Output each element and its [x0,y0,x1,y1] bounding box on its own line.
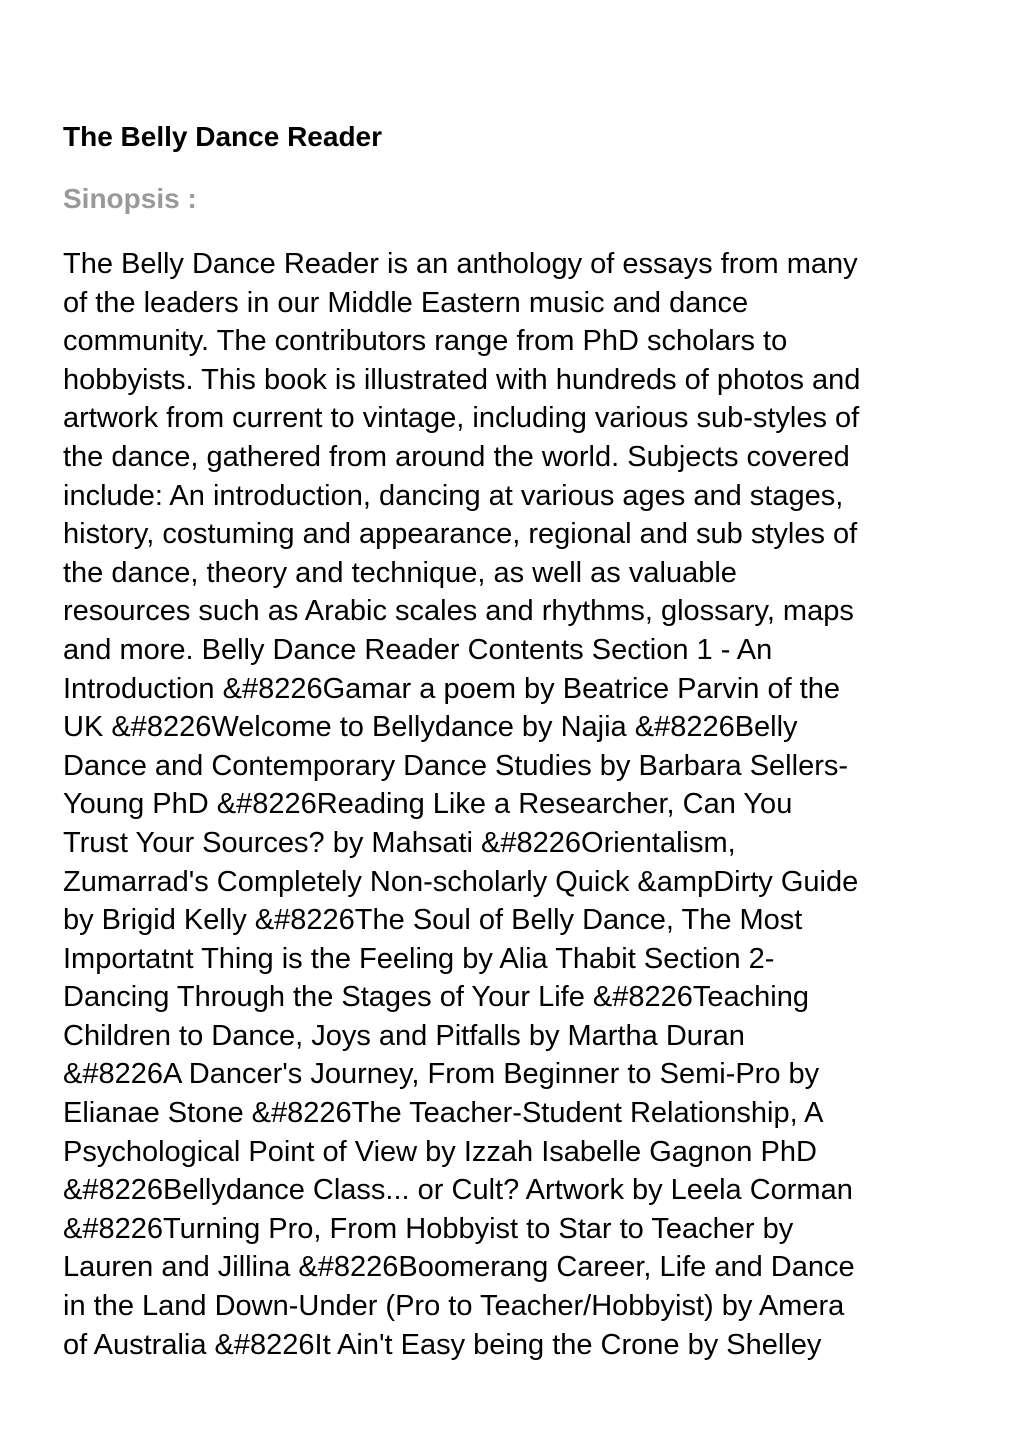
body-line: UK &#8226Welcome to Bellydance by Najia &#8226Belly [63,711,798,744]
body-line: the dance, theory and technique, as well as valuable [63,556,737,589]
body-line: Lauren and Jillina &#8226Boomerang Career, Life and Dance [63,1251,855,1284]
body-line: in the Land Down-Under (Pro to Teacher/Hobbyist) by Amera [63,1290,845,1323]
body-line: Dance and Contemporary Dance Studies by Barbara Sellers- [63,749,849,782]
body-line: artwork from current to vintage, including various sub-styles of [63,402,860,435]
body-line: include: An introduction, dancing at various ages and stages, [63,479,844,512]
body-line: &#8226Turning Pro, From Hobbyist to Star to Teacher by [63,1212,794,1245]
body-line: Zumarrad's Completely Non-scholarly Quick &ampDirty Guide [63,865,859,898]
body-line: of Australia &#8226It Ain't Easy being the Crone by Shelley [63,1328,822,1361]
synopsis-body [63,245,963,1364]
body-line: &#8226Bellydance Class... or Cult? Artwork by Leela Corman [63,1174,853,1207]
body-line: Trust Your Sources? by Mahsati &#8226Orientalism, [63,826,736,859]
body-line: Young PhD &#8226Reading Like a Researcher, Can You [63,788,793,821]
body-line: by Brigid Kelly &#8226The Soul of Belly Dance, The Most [63,904,803,937]
body-line: Importatnt Thing is the Feeling by Alia Thabit Section 2- [63,942,775,975]
body-line: Introduction &#8226Gamar a poem by Beatrice Parvin of the [63,672,840,705]
body-line: resources such as Arabic scales and rhythms, glossary, maps [63,595,854,628]
body-line: Dancing Through the Stages of Your Life &#8226Teaching [63,981,809,1014]
body-line: The Belly Dance Reader is an anthology of essays from many [63,248,858,280]
body-line: and more. Belly Dance Reader Contents Section 1 - An [63,633,773,666]
body-line: community. The contributors range from PhD scholars to [63,325,788,358]
document-title: The Belly Dance Reader [63,121,383,152]
body-line: history, costuming and appearance, regional and sub styles of [63,518,858,551]
body-line: &#8226A Dancer's Journey, From Beginner to Semi-Pro by [63,1058,820,1091]
body-line: hobbyists. This book is illustrated with hundreds of photos and [63,363,861,396]
synopsis-heading: Sinopsis : [63,183,197,214]
body-line: Psychological Point of View by Izzah Isabelle Gagnon PhD [63,1135,817,1168]
body-line: Elianae Stone &#8226The Teacher-Student Relationship, A [63,1097,824,1130]
body-line: the dance, gathered from around the world. Subjects covered [63,440,850,473]
body-line: of the leaders in our Middle Eastern music and dance [63,286,749,319]
body-line: Children to Dance, Joys and Pitfalls by Martha Duran [63,1019,745,1052]
